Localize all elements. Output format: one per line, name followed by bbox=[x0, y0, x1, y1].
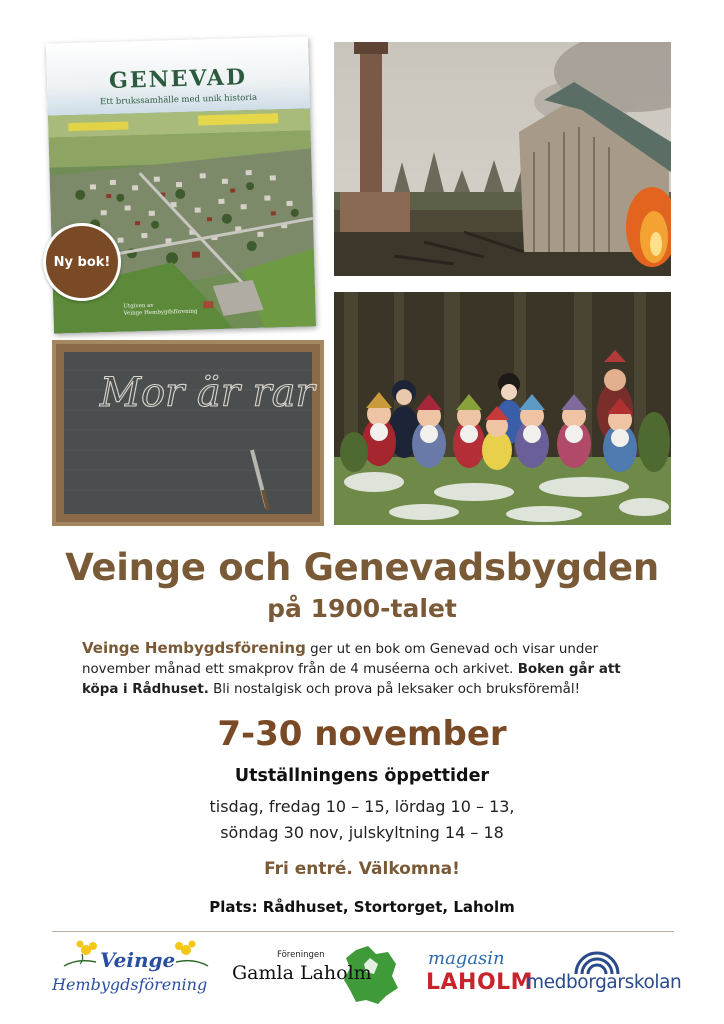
gamla-logo-name: Gamla Laholm bbox=[232, 962, 372, 984]
school-slate-photo bbox=[52, 340, 324, 526]
medborgarskolan-logo bbox=[526, 948, 686, 1004]
opening-hours-line2: söndag 30 nov, julskyltning 14 – 18 bbox=[220, 823, 504, 842]
arcs-icon bbox=[572, 948, 622, 974]
book-title: GENEVAD bbox=[108, 64, 248, 94]
burning-house-photo bbox=[334, 42, 671, 276]
medborgarskolan-name: medborgarskolan bbox=[526, 972, 682, 993]
intro-text-1: ger ut en bok om Genevad och visar under november månad ett smakprov från de 4 muséerna och arkivet. bbox=[82, 642, 599, 677]
free-entry: Fri entré. Välkomna! bbox=[264, 859, 460, 879]
headline: Veinge och Genevadsbygden bbox=[65, 546, 659, 589]
exhibition-dates: 7-30 november bbox=[217, 714, 507, 754]
book-credit-line1: Utgiven av bbox=[123, 302, 154, 310]
magasin-logo-line2: LAHOLM bbox=[426, 970, 534, 995]
gamla-laholm-logo bbox=[232, 944, 402, 1008]
gamla-logo-small: Föreningen bbox=[277, 950, 325, 960]
book-credit-line2: Veinge Hembygdsförening bbox=[123, 308, 198, 317]
opening-hours-title: Utställningens öppettider bbox=[234, 766, 490, 786]
slate-writing: Mor är rar bbox=[100, 370, 315, 416]
magasin-laholm-logo bbox=[426, 948, 534, 1004]
veinge-logo-line2: Hembygdsförening bbox=[52, 975, 208, 994]
flower-icon bbox=[60, 940, 100, 970]
flower-icon bbox=[172, 940, 212, 970]
divider bbox=[52, 931, 674, 932]
dwarf-figurines-photo bbox=[334, 292, 671, 525]
badge-label: Ny bok! bbox=[53, 254, 111, 270]
veinge-hembygdsforening-logo bbox=[52, 940, 214, 1002]
book-subtitle: Ett brukssamhälle med unik historia bbox=[99, 92, 258, 108]
intro-org: Veinge Hembygdsförening bbox=[82, 639, 306, 657]
veinge-logo-line1: Veinge bbox=[100, 948, 176, 972]
venue: Plats: Rådhuset, Stortorget, Laholm bbox=[209, 898, 515, 916]
magasin-logo-line1: magasin bbox=[428, 948, 505, 969]
intro-text-2: Bli nostalgisk och prova på leksaker och bruksföremål! bbox=[208, 682, 580, 697]
opening-hours-line1: tisdag, fredag 10 – 15, lördag 10 – 13, bbox=[209, 797, 515, 816]
intro-paragraph bbox=[82, 638, 652, 700]
intro-bold: Boken går att köpa i Rådhuset. bbox=[82, 662, 621, 697]
subheadline: på 1900-talet bbox=[267, 594, 457, 623]
new-book-badge bbox=[43, 223, 121, 301]
